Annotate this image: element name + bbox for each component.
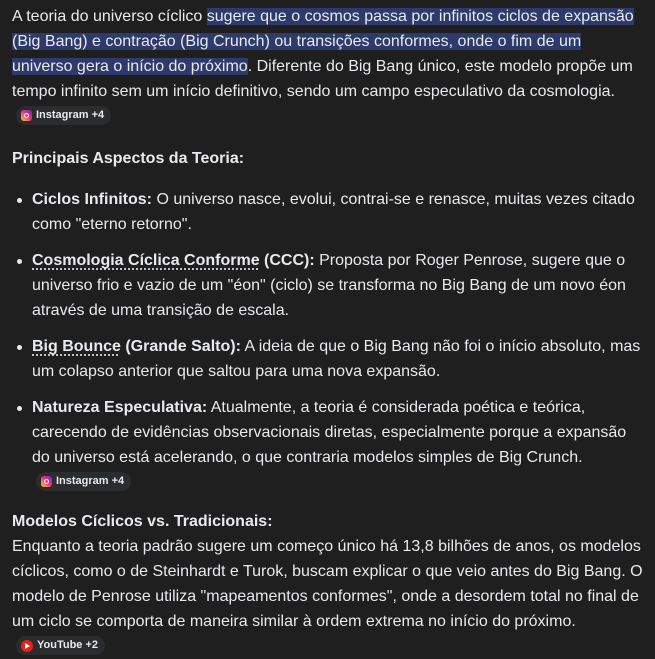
source-chip-label: Instagram +4 [36,109,105,122]
list-item [32,187,643,237]
intro-lead: A teoria do universo cíclico [12,8,207,25]
source-chip-youtube[interactable] [16,636,105,655]
youtube-icon [21,640,33,652]
list-item [32,248,643,323]
item-term: Natureza Especulativa: [32,399,208,416]
item-term: Ciclos Infinitos: [32,191,152,208]
source-chip-instagram[interactable] [36,472,131,491]
source-chip-instagram[interactable] [16,106,111,125]
list-item [32,395,643,495]
instagram-icon [21,110,32,121]
item-term-suffix: (CCC): [259,252,315,269]
aspects-list [12,187,643,495]
item-text: Atualmente, a teoria é considerada poética e teórica, carecendo de evidências observacionais diretas, especialmente porque a expansão do universo está acelerando, o que contraria modelos simples de Big Crunch. [32,399,627,466]
item-text: Proposta por Roger Penrose, sugere que o universo frio e vazio de um "éon" (ciclo) se transforma no Big Bang de um novo éon através de uma transição de escala. [32,252,626,319]
section-text: Enquanto a teoria padrão sugere um começo único há 13,8 bilhões de anos, os modelos cíclicos, como o de Steinhardt e Turok, buscam explicar o que veio antes do Big Bang. O modelo de Penrose utiliza "mapeamentos conformes", onde a desordem total no final de um ciclo se comporta de maneira similar à ordem extrema no início do próximo. [12,538,643,630]
item-term-suffix: (Grande Salto): [120,338,241,355]
item-text: A ideia de que o Big Bang não foi o início absoluto, mas um colapso anterior que saltou para uma nova expansão. [32,338,641,380]
intro-rest: . Diferente do Big Bang único, este modelo propõe um tempo infinito sem um início definitivo, sendo um campo especulativo da cosmologia. [12,58,633,100]
section-heading: Principais Aspectos da Teoria: [12,150,245,167]
term-link-big-bounce[interactable]: Big Bounce [32,338,121,355]
intro-highlight[interactable]: sugere que o cosmos passa por infinitos ciclos de expansão (Big Bang) e contração (Big Crunch) ou transições conformes, onde o fim de um universo gera o início do próximo [12,8,634,75]
section-heading: Modelos Cíclicos vs. Tradicionais: [12,513,273,530]
instagram-icon [41,476,52,487]
source-chip-label: Instagram +4 [56,475,125,488]
term-link-ccc[interactable]: Cosmologia Cíclica Conforme [32,252,260,269]
section-paragraph [12,534,643,659]
source-chip-label: YouTube +2 [37,639,99,652]
item-text: O universo nasce, evolui, contrai-se e renasce, muitas vezes citado como "eterno retorno". [32,191,635,233]
list-item [32,334,643,384]
intro-paragraph [12,4,643,129]
